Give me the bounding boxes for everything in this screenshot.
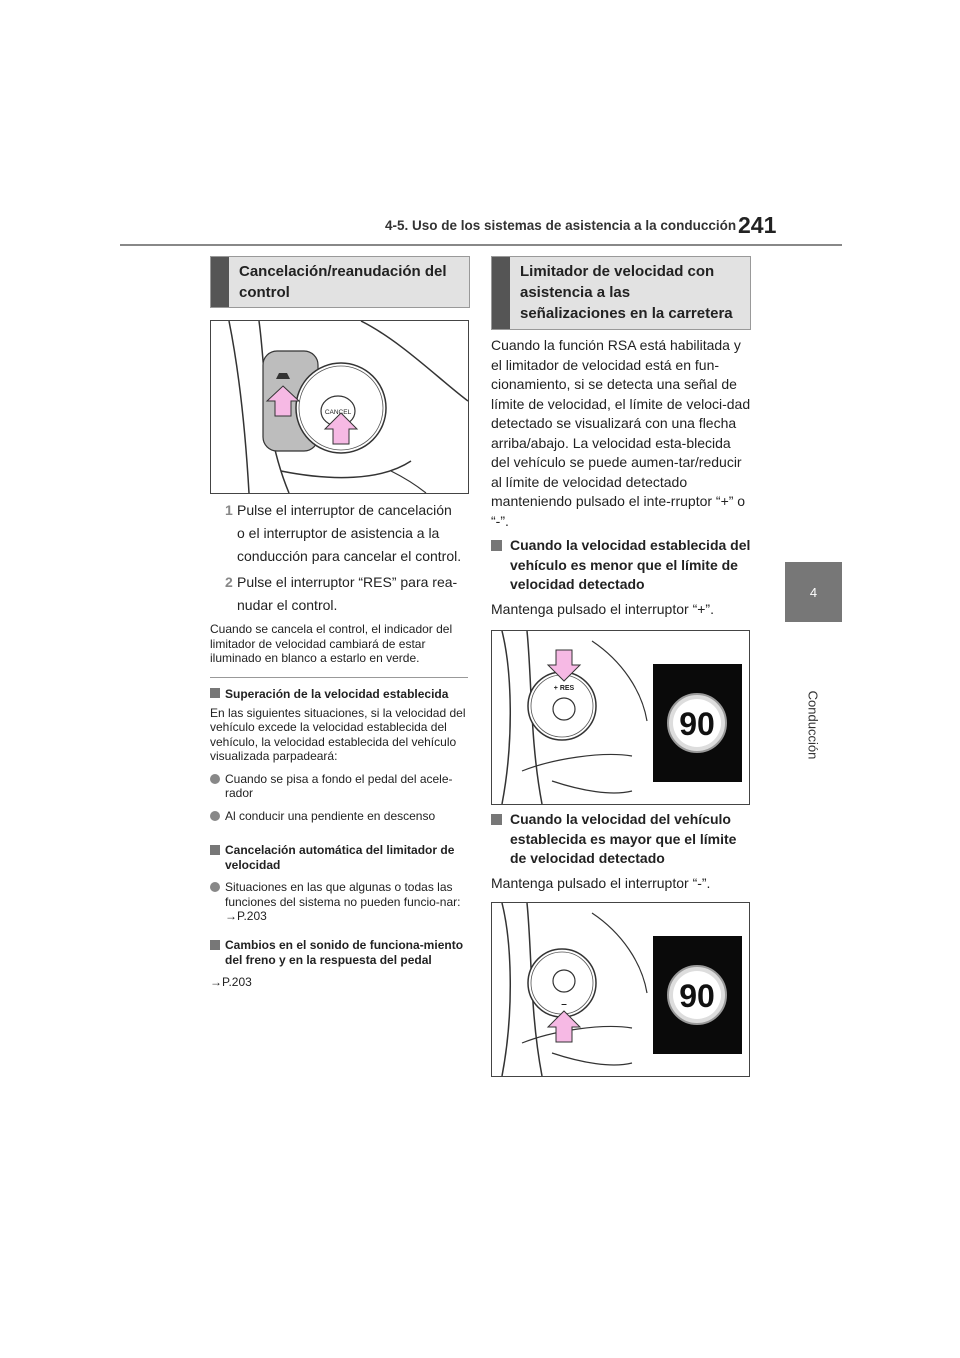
square-bullet-icon [491, 540, 502, 551]
overspeed-section [210, 687, 468, 823]
step-2-number: 2 [225, 574, 233, 590]
chapter-name [778, 670, 848, 780]
cancel-label: CANCEL [324, 409, 352, 416]
overspeed-text: En las siguientes situaciones, si la velocidad del vehículo excede la velocidad establecida del vehículo, la velocidad establecida del vehículo visualizada parpadeará: [210, 705, 466, 763]
sound-ref: →P.203 [210, 975, 252, 989]
square-bullet-icon [210, 688, 220, 698]
speed-sign-value: 90 [679, 978, 715, 1014]
auto-cancel-title: Cancelación automática del limitador de velocidad [225, 843, 455, 872]
bullet-dot-icon [210, 882, 220, 892]
bullet-item [210, 772, 468, 801]
divider [210, 677, 468, 678]
overspeed-title: Superación de la velocidad establecida [225, 687, 449, 701]
header-rule [120, 244, 842, 246]
figure-minus-switch [491, 902, 750, 1077]
case-1 [491, 536, 751, 619]
chapter-tab [785, 562, 842, 622]
square-bullet-icon [210, 940, 220, 950]
speed-sign-value: 90 [679, 706, 715, 742]
case-1-title: Cuando la velocidad establecida del vehículo es menor que el límite de velocidad detectado [510, 537, 751, 592]
minus-label: – [561, 999, 567, 1010]
step-1-number: 1 [225, 502, 233, 518]
step-2-line2: nudar el control. [237, 597, 338, 613]
case-1-text: Mantenga pulsado el interruptor “+”. [491, 600, 714, 617]
step-1-line2: o el interruptor de asistencia a la [237, 525, 440, 541]
sound-section [210, 938, 468, 990]
bullet-text: Cuando se pisa a fondo el pedal del acele-rador [225, 771, 453, 800]
section-heading-cancel [210, 256, 470, 308]
heading-bar [492, 257, 510, 329]
chapter-name-text: Conducción [805, 690, 821, 760]
square-bullet-icon [491, 814, 502, 825]
step-2 [225, 572, 475, 616]
bullet-text: Al conducir una pendiente en descenso [225, 808, 436, 823]
figure-cancel-switch [210, 320, 469, 494]
case-2 [491, 810, 751, 893]
step-1 [225, 500, 475, 567]
bullet-item [210, 809, 468, 824]
page-number: 241 [738, 212, 777, 238]
cancel-note: Cuando se cancela el control, el indicador del limitador de velocidad cambiará de estar iluminado en blanco a estarlo en verde. [210, 622, 453, 665]
chapter-number: 4 [809, 584, 818, 600]
section-header: 4-5. Uso de los sistemas de asistencia a la conducción [385, 218, 737, 233]
bullet-dot-icon [210, 811, 220, 821]
step-2-line1: Pulse el interruptor “RES” para rea- [237, 574, 458, 590]
step-1-line1: Pulse el interruptor de cancelación [237, 502, 452, 518]
res-label: + RES [553, 685, 575, 692]
bullet-item [210, 880, 468, 924]
case-2-text: Mantenga pulsado el interruptor “-”. [491, 874, 711, 891]
heading-bar [211, 257, 229, 307]
sound-title: Cambios en el sonido de funciona-miento del freno y en la respuesta del pedal [225, 938, 464, 967]
bullet-text: Situaciones en las que algunas o todas las funciones del sistema no pueden funcio-nar: →P.203 [225, 880, 461, 923]
auto-cancel-section [210, 843, 468, 924]
section-heading-rsa [491, 256, 751, 330]
step-1-line3: conducción para cancelar el control. [237, 548, 462, 564]
figure-plus-switch [491, 630, 750, 805]
case-2-title: Cuando la velocidad del vehículo establecida es mayor que el límite de velocidad detectado [510, 811, 737, 866]
bullet-dot-icon [210, 774, 220, 784]
rsa-intro: Cuando la función RSA está habilitada y el limitador de velocidad está en fun-cionamiento, si se detecta una señal de límite de velocidad, el límite de veloci-dad detectado se visualizará con una flecha arriba/abajo. La velocidad esta-blecida del vehículo se puede aumen-tar/reducir al límite de velocidad detectado manteniendo pulsado el inte-rruptor “+” o “-”. [491, 337, 751, 529]
square-bullet-icon [210, 845, 220, 855]
heading-text: Cancelación/reanudación del control [239, 263, 447, 301]
heading-text: Limitador de velocidad con asistencia a las señalizaciones en la carretera [520, 263, 733, 322]
